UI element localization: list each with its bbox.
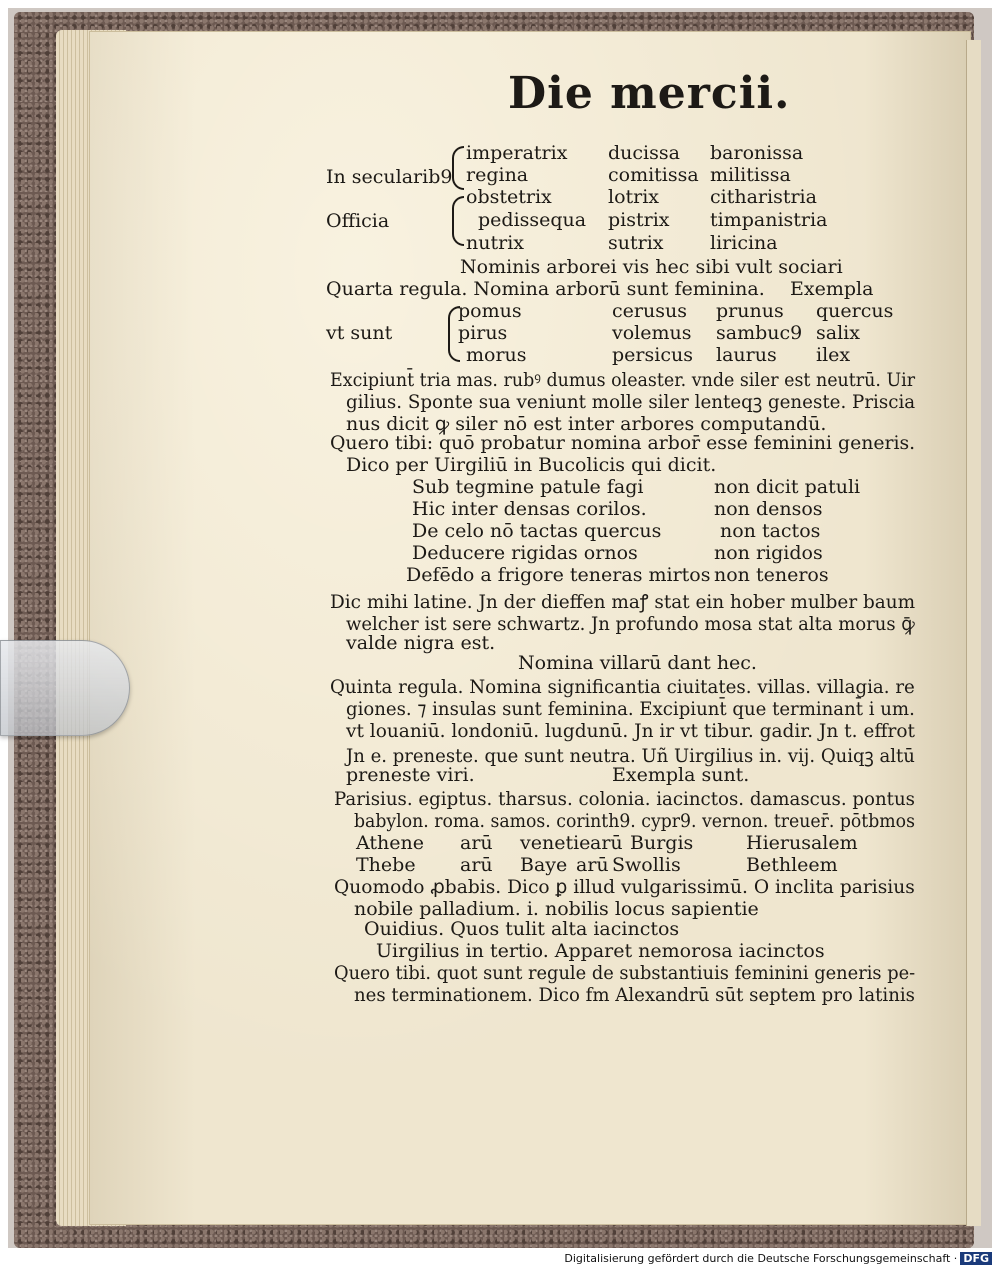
rule4-exempla: Exempla bbox=[790, 278, 874, 300]
office-cell: comitissa bbox=[608, 164, 699, 186]
page-title: Die mercii. bbox=[508, 68, 791, 119]
office-cell: lotrix bbox=[608, 186, 660, 208]
verse-line: Sub tegmine patule fagi bbox=[412, 476, 644, 498]
para2-line: welcher ist sere schwartz. Jn profundo mosa stat alta morus ꝙ̄ bbox=[346, 613, 915, 635]
verse-line: Hic inter densas corilos. bbox=[412, 498, 647, 520]
para3-line: Ouidius. Quos tulit alta iacinctos bbox=[364, 918, 680, 940]
tree-cell: pirus bbox=[458, 322, 508, 344]
verse-note: non dicit patuli bbox=[714, 476, 861, 498]
office-cell: imperatrix bbox=[466, 142, 568, 164]
rule5-last-left: preneste viri. bbox=[346, 764, 475, 786]
city-cell: Athene bbox=[356, 832, 424, 854]
tree-cell: ilex bbox=[816, 344, 851, 366]
verse-note: non densos bbox=[714, 498, 823, 520]
tree-cell: salix bbox=[816, 322, 860, 344]
rule5-line: Quinta regula. Nomina significantia ciuitates. villas. villagia. re bbox=[330, 676, 915, 698]
office-cell: baronissa bbox=[710, 142, 804, 164]
rule4-label: vt sunt bbox=[326, 322, 393, 344]
para3-line: Uirgilius in tertio. Apparet nemorosa iacinctos bbox=[376, 940, 825, 962]
cities-line: babylon. roma. samos. corinth9. cypr9. vernon. treuer̄. pōtbmos bbox=[354, 810, 915, 832]
city-cell: arū bbox=[590, 832, 623, 854]
rule5-last-right: Exempla sunt. bbox=[612, 764, 750, 786]
para1-line: Dico per Uirgiliū in Bucolicis qui dicit. bbox=[346, 454, 717, 476]
tree-cell: cerusus bbox=[612, 300, 687, 322]
label-secularibus: In secularib9 bbox=[326, 166, 453, 188]
para2-line: Dic mihi latine. Jn der dieffen maꝭ stat ein hober mulber baum bbox=[330, 591, 916, 613]
facing-page-edge bbox=[966, 40, 981, 1226]
para3-line: nobile palladium. i. nobilis locus sapientie bbox=[354, 898, 759, 920]
office-cell: ducissa bbox=[608, 142, 680, 164]
office-cell: pedissequa bbox=[478, 209, 587, 231]
city-cell: arū bbox=[576, 854, 609, 876]
para1-line: Excipiunt̄ tria mas. rubꝰ dumus oleaster. vnde siler est neutrū. Uir bbox=[330, 369, 916, 391]
rule4-heading: Nominis arborei vis hec sibi vult sociari bbox=[460, 256, 843, 278]
office-cell: regina bbox=[466, 164, 529, 186]
office-cell: pistrix bbox=[608, 209, 670, 231]
para1-line: gilius. Sponte sua veniunt molle siler lenteqꝫ geneste. Priscia bbox=[346, 391, 916, 413]
office-cell: militissa bbox=[710, 164, 791, 186]
city-cell: Bethleem bbox=[746, 854, 838, 876]
tree-cell: sambuc9 bbox=[716, 322, 803, 344]
page-clip bbox=[0, 640, 130, 736]
para1-line: nus dicit ꝙ siler nō est inter arbores computandū. bbox=[346, 413, 827, 435]
office-cell: citharistria bbox=[710, 186, 817, 208]
footer-text: Digitalisierung gefördert durch die Deutsche Forschungsgemeinschaft · bbox=[564, 1252, 958, 1265]
city-cell: Hierusalem bbox=[746, 832, 858, 854]
tree-cell: prunus bbox=[716, 300, 784, 322]
rule5-line: giones. ⁊ insulas sunt feminina. Excipiunt̄ que terminant̄ i um. bbox=[346, 698, 915, 720]
cities-line: Parisius. egiptus. tharsus. colonia. iacinctos. damascus. pontus bbox=[334, 788, 915, 810]
para3-line: Quomodo ꝓbabis. Dico ꝑ illud vulgarissimū. O inclita parisius bbox=[334, 876, 915, 898]
city-cell: Burgis bbox=[630, 832, 694, 854]
office-cell: obstetrix bbox=[466, 186, 552, 208]
para2-line: valde nigra est. bbox=[346, 632, 496, 654]
office-cell: timpanistria bbox=[710, 209, 828, 231]
verse-note: non tactos bbox=[720, 520, 821, 542]
dfg-logo: DFG bbox=[960, 1252, 992, 1265]
footer-credit bbox=[564, 1252, 992, 1265]
verse-line: Defēdo a frigore teneras mirtos bbox=[406, 564, 711, 586]
city-cell: Thebe bbox=[356, 854, 416, 876]
brace-officia-top bbox=[452, 146, 464, 190]
city-cell: venetie bbox=[520, 832, 591, 854]
city-cell: Swollis bbox=[612, 854, 681, 876]
tree-cell: quercus bbox=[816, 300, 894, 322]
rule4-line: Quarta regula. Nomina arborū sunt feminina. bbox=[326, 278, 765, 300]
tree-cell: laurus bbox=[716, 344, 777, 366]
verse-note: non teneros bbox=[714, 564, 829, 586]
brace-officia-bottom bbox=[452, 196, 464, 246]
rule5-line: vt louaniū. londoniū. lugdunū. Jn ir vt tibur. gadir. Jn t. effrot bbox=[346, 720, 915, 742]
para3-line: Quero tibi. quot sunt regule de substantiuis feminini generis pe- bbox=[334, 962, 916, 984]
city-cell: Baye bbox=[520, 854, 568, 876]
tree-cell: morus bbox=[466, 344, 527, 366]
office-cell: nutrix bbox=[466, 232, 524, 254]
verse-line: De celo nō tactas quercus bbox=[412, 520, 662, 542]
verse-line: Deducere rigidas ornos bbox=[412, 542, 638, 564]
city-cell: arū bbox=[460, 854, 493, 876]
office-cell: liricina bbox=[710, 232, 778, 254]
tree-cell: persicus bbox=[612, 344, 693, 366]
office-cell: sutrix bbox=[608, 232, 664, 254]
label-officia: Officia bbox=[326, 210, 390, 232]
para1-line: Quero tibi: quō probatur nomina arbor̄ esse feminini generis. bbox=[330, 432, 916, 454]
rule5-heading: Nomina villarū dant hec. bbox=[518, 652, 757, 674]
city-cell: arū bbox=[460, 832, 493, 854]
tree-cell: volemus bbox=[612, 322, 692, 344]
rule5-line: Jn e. preneste. que sunt neutra. Uñ Uirgilius in. vij. Quiqꝫ altū bbox=[346, 745, 915, 767]
verse-note: non rigidos bbox=[714, 542, 823, 564]
tree-cell: pomus bbox=[458, 300, 522, 322]
para3-line: nes terminationem. Dico fm Alexandrū sūt septem pro latinis bbox=[354, 984, 915, 1006]
